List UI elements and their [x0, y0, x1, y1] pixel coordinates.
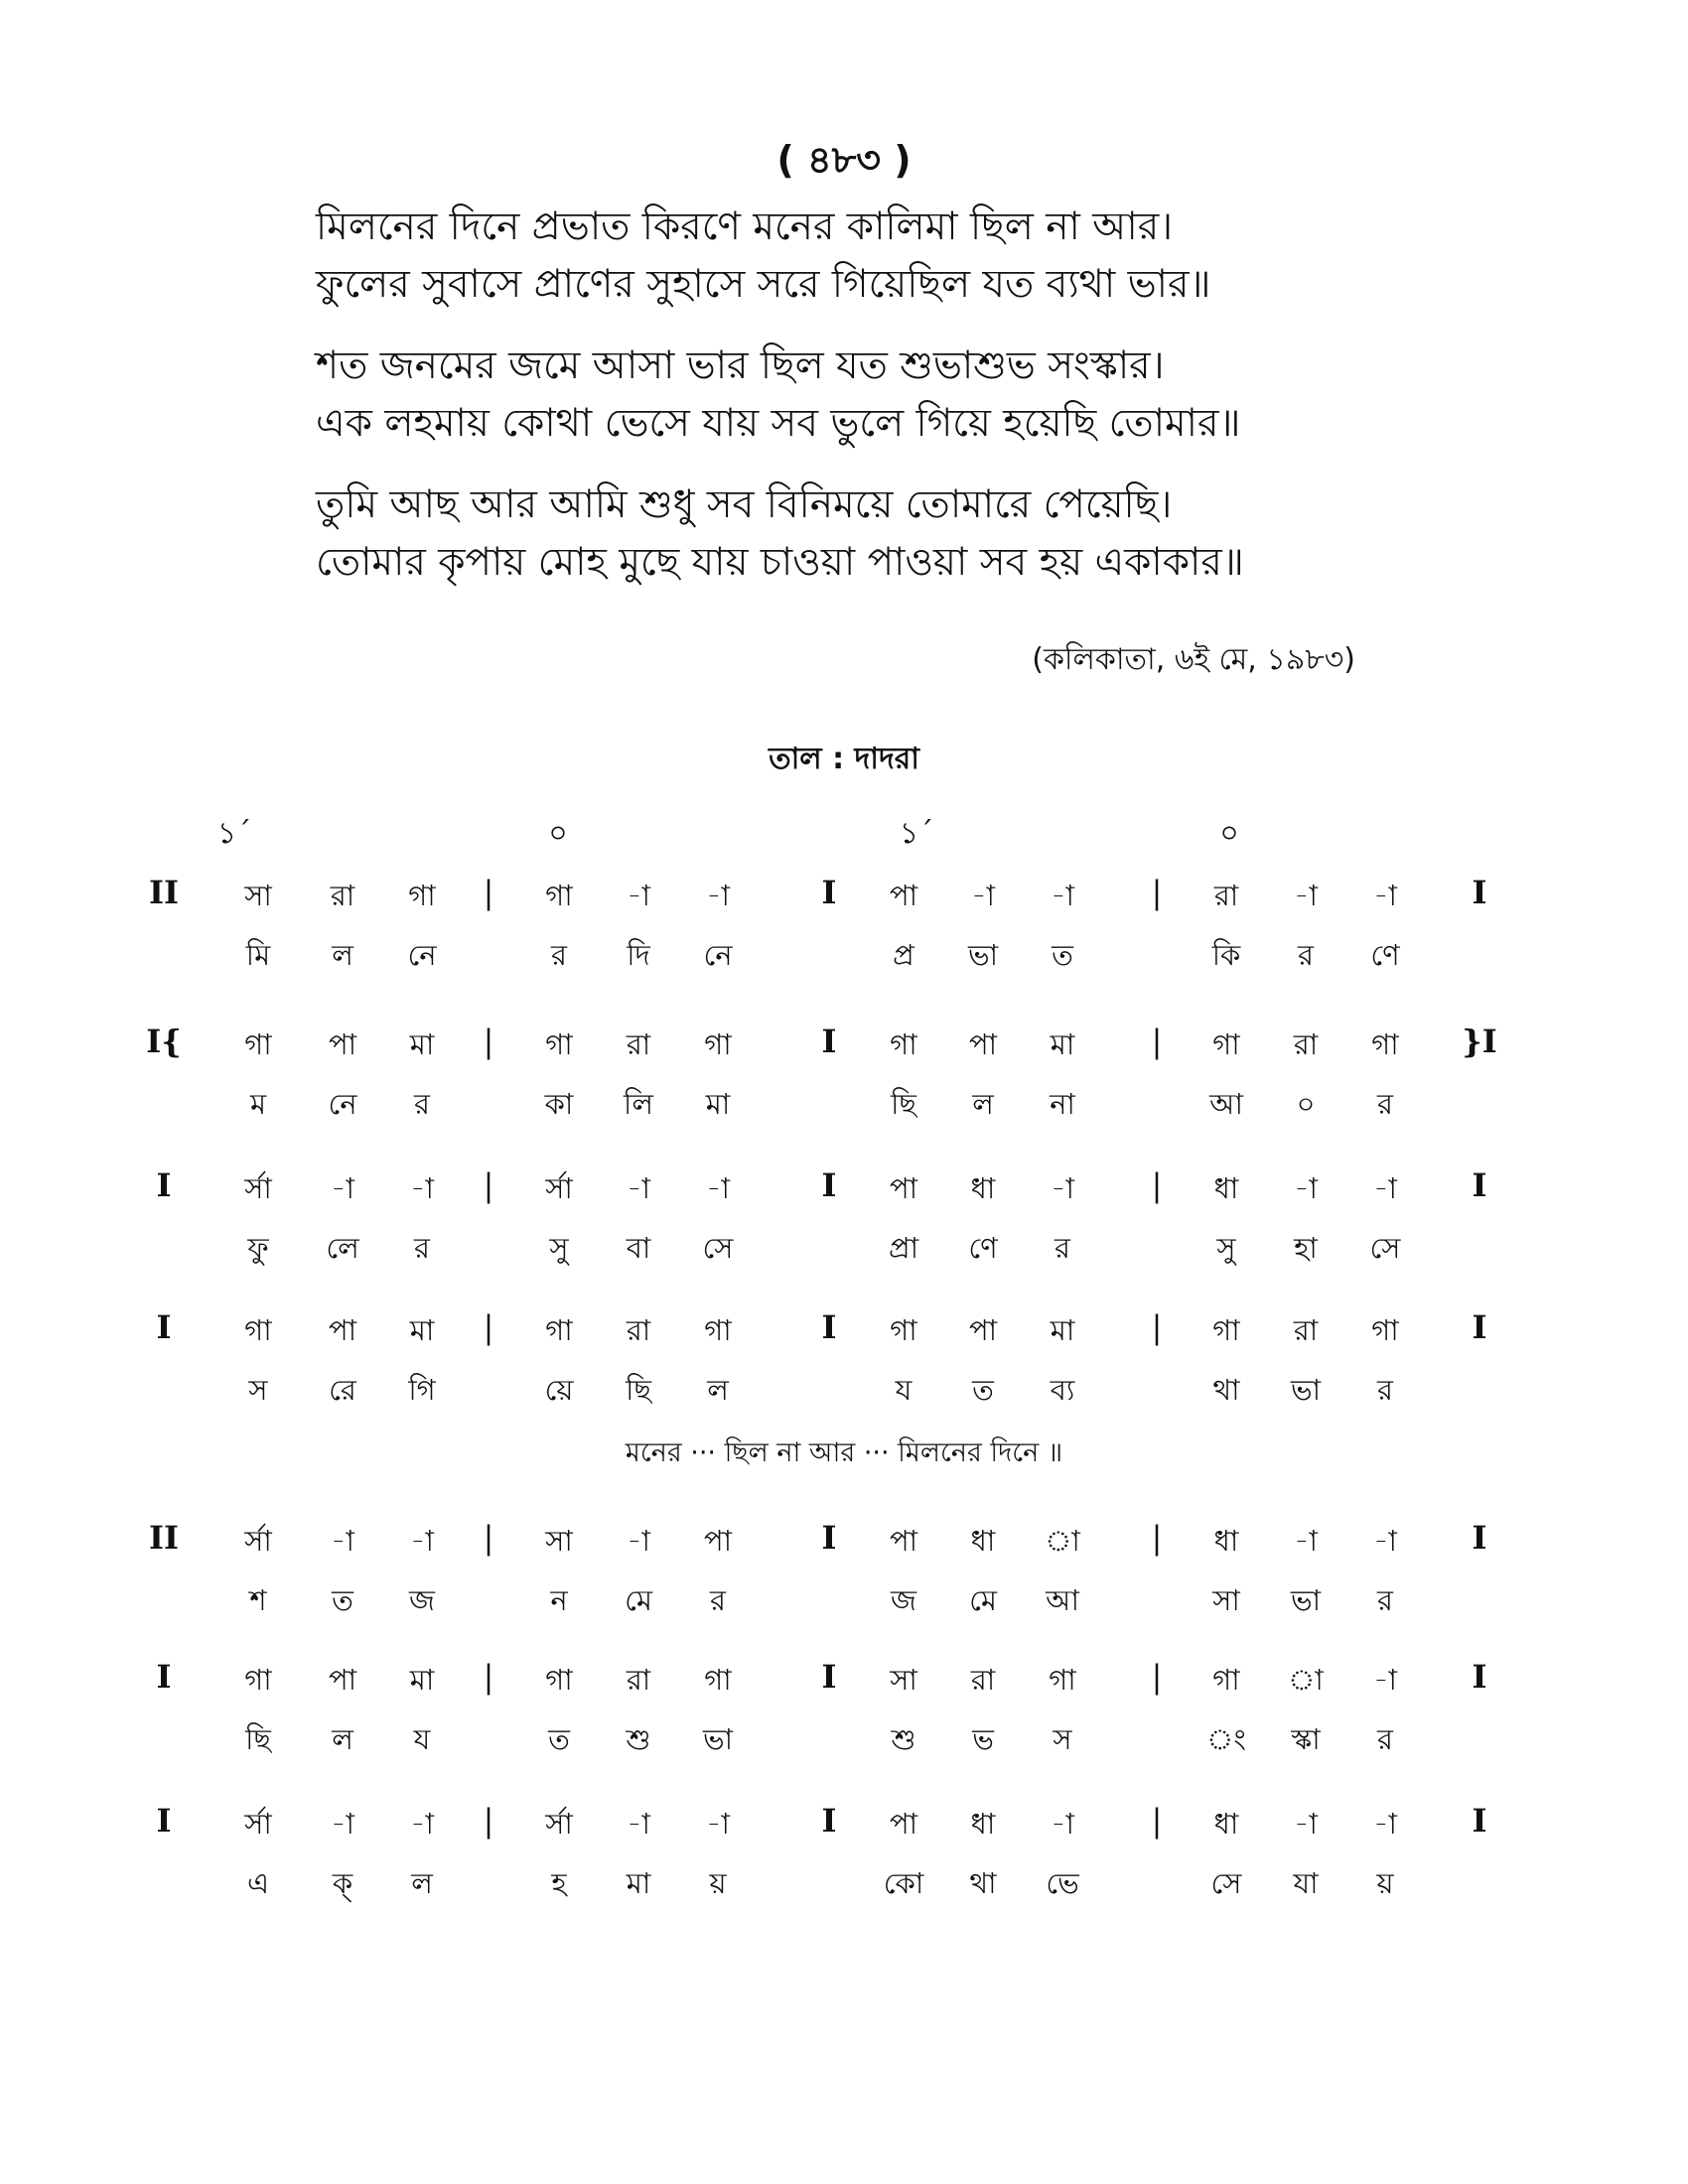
swara-cell: -া: [1373, 1171, 1397, 1205]
swara-cell: র্সা: [244, 1807, 272, 1841]
bar-separator: |: [483, 1658, 494, 1696]
swara-cell: গা: [408, 879, 436, 912]
swara-cell: রা: [970, 1663, 996, 1697]
beat-mark: ১´: [216, 816, 252, 851]
bar-start-mark: I: [156, 1166, 172, 1204]
bar-separator: I: [821, 1802, 837, 1840]
lyric-syllable: র: [1377, 1583, 1393, 1617]
lyric-syllable: স: [1053, 1722, 1072, 1756]
swara-cell: া: [1045, 1524, 1080, 1558]
verse-line: মিলনের দিনে প্রভাত কিরণে মনের কালিমা ছিল না আর।: [316, 205, 1174, 249]
lyric-syllable: ভা: [967, 938, 999, 972]
swara-cell: -া: [410, 1524, 434, 1558]
lyric-syllable: র: [1298, 938, 1314, 972]
lyric-syllable: নে: [407, 938, 437, 972]
lyric-syllable: রে: [329, 1373, 356, 1407]
bar-separator: I: [821, 1023, 837, 1060]
swara-cell: -া: [1373, 1807, 1397, 1841]
swara-cell: পা: [889, 1524, 918, 1558]
lyric-syllable: ত: [548, 1722, 570, 1756]
lyric-syllable: এ: [246, 1866, 270, 1900]
verse-line: ফুলের সুবাসে প্রাণের সুহাসে সরে গিয়েছিল যত ব্যথা ভার॥: [316, 262, 1211, 307]
lyric-syllable: থা: [969, 1866, 997, 1900]
bar-separator: |: [1151, 874, 1163, 911]
swara-cell: -া: [1294, 1807, 1318, 1841]
lyric-syllable: ন: [550, 1583, 568, 1617]
lyric-syllable: জ: [891, 1583, 916, 1617]
swara-cell: -া: [627, 1807, 650, 1841]
bar-end-mark: I: [1472, 874, 1487, 911]
swara-cell: ধা: [1213, 1524, 1239, 1558]
swara-cell: গা: [1212, 1027, 1240, 1061]
bar-separator: |: [483, 1308, 494, 1346]
swara-cell: -া: [706, 1171, 730, 1205]
lyric-syllable: শু: [891, 1722, 916, 1756]
swara-cell: গা: [704, 1027, 732, 1061]
swara-cell: -া: [1051, 1807, 1074, 1841]
verse-line: এক লহমায় কোথা ভেসে যায় সব ভুলে গিয়ে হয়েছি তোমার॥: [316, 401, 1241, 446]
lyric-syllable: নে: [328, 1087, 357, 1121]
lyric-syllable: য: [413, 1722, 431, 1756]
swara-cell: গা: [890, 1027, 917, 1061]
lyric-syllable: নে: [703, 938, 733, 972]
lyric-syllable: ছি: [626, 1373, 651, 1407]
lyric-syllable: কি: [1211, 938, 1241, 972]
beat-mark: ০: [548, 816, 568, 851]
swara-cell: -া: [331, 1171, 354, 1205]
swara-cell: -া: [971, 879, 995, 912]
swara-cell: গা: [244, 1663, 272, 1697]
swara-cell: গা: [890, 1313, 917, 1347]
bar-end-mark: I: [1472, 1802, 1487, 1840]
lyric-syllable: সে: [1369, 1231, 1401, 1265]
swara-cell: পা: [703, 1524, 733, 1558]
swara-cell: র্সা: [244, 1524, 272, 1558]
lyric-syllable: মি: [245, 938, 271, 972]
swara-cell: র্সা: [545, 1171, 573, 1205]
lyric-syllable: ণে: [968, 1231, 998, 1265]
swara-cell: মা: [409, 1663, 435, 1697]
lyric-syllable: ম: [249, 1087, 267, 1121]
bar-separator: |: [1151, 1658, 1163, 1696]
lyric-syllable: হ: [551, 1866, 567, 1900]
lyric-syllable: জ: [409, 1583, 435, 1617]
lyric-syllable: মা: [705, 1087, 731, 1121]
swara-cell: -া: [1051, 1171, 1074, 1205]
lyric-syllable: ভা: [1290, 1373, 1322, 1407]
lyric-syllable: লি: [624, 1087, 653, 1121]
refrain-line: মনের ··· ছিল না আর ··· মিলনের দিনে ॥: [625, 1437, 1063, 1468]
swara-cell: -া: [1373, 879, 1397, 912]
swara-cell: সা: [890, 1663, 917, 1697]
swara-cell: গা: [704, 1663, 732, 1697]
lyric-syllable: সে: [1210, 1866, 1242, 1900]
bar-separator: I: [821, 1658, 837, 1696]
swara-cell: -া: [1373, 1663, 1397, 1697]
lyric-syllable: র: [414, 1231, 430, 1265]
swara-cell: মা: [409, 1027, 435, 1061]
lyric-syllable: র: [1377, 1087, 1393, 1121]
bar-separator: |: [1151, 1023, 1163, 1060]
bar-end-mark: }I: [1462, 1023, 1497, 1060]
lyric-syllable: য়: [709, 1866, 727, 1900]
lyric-syllable: মে: [625, 1583, 652, 1617]
lyric-syllable: ল: [411, 1866, 433, 1900]
swara-cell: রা: [626, 1313, 651, 1347]
swara-cell: রা: [626, 1663, 651, 1697]
swara-cell: ধা: [970, 1524, 996, 1558]
swara-cell: গা: [1371, 1027, 1399, 1061]
swara-cell: -া: [1051, 879, 1074, 912]
swara-cell: -া: [627, 1171, 650, 1205]
bar-separator: I: [821, 874, 837, 911]
lyric-syllable: স: [248, 1373, 268, 1407]
lyric-syllable: স্কা: [1291, 1722, 1321, 1756]
swara-cell: পা: [889, 1807, 918, 1841]
swara-cell: -া: [1373, 1524, 1397, 1558]
lyric-syllable: আ: [1209, 1087, 1243, 1121]
swara-cell: গা: [244, 1313, 272, 1347]
lyric-syllable: র: [551, 938, 567, 972]
swara-cell: গা: [704, 1313, 732, 1347]
bar-separator: I: [821, 1519, 837, 1557]
verse-line: তুমি আছ আর আমি শুধু সব বিনিময়ে তোমারে পেয়েছি।: [316, 482, 1173, 527]
swara-cell: র্সা: [545, 1807, 573, 1841]
lyric-syllable: প্রা: [888, 1231, 919, 1265]
swara-cell: গা: [1371, 1313, 1399, 1347]
swara-cell: -া: [1294, 1524, 1318, 1558]
lyric-syllable: র: [1377, 1373, 1393, 1407]
bar-separator: |: [483, 874, 494, 911]
lyric-syllable: ফু: [247, 1231, 269, 1265]
swara-cell: পা: [328, 1027, 357, 1061]
bar-start-mark: I: [156, 1802, 172, 1840]
page-number: ( ৪৮৩ ): [776, 138, 912, 182]
lyric-syllable: থা: [1212, 1373, 1240, 1407]
swara-cell: পা: [328, 1663, 357, 1697]
lyric-syllable: শ: [249, 1583, 267, 1617]
lyric-syllable: সু: [549, 1231, 569, 1265]
swara-cell: সা: [545, 1524, 573, 1558]
lyric-syllable: বা: [626, 1231, 651, 1265]
swara-cell: ধা: [970, 1807, 996, 1841]
bar-start-mark: II: [149, 874, 179, 911]
swara-cell: মা: [1050, 1027, 1075, 1061]
swara-cell: রা: [330, 879, 355, 912]
lyric-syllable: ত: [972, 1373, 994, 1407]
swara-cell: গা: [545, 1027, 573, 1061]
bar-end-mark: I: [1472, 1308, 1487, 1346]
swara-cell: ধা: [1213, 1171, 1239, 1205]
lyric-syllable: আ: [1046, 1583, 1079, 1617]
swara-cell: -া: [627, 879, 650, 912]
beat-mark: ১´: [899, 816, 934, 851]
swara-cell: মা: [1050, 1313, 1075, 1347]
swara-cell: -া: [706, 1807, 730, 1841]
swara-cell: রা: [626, 1027, 651, 1061]
lyric-syllable: ছি: [891, 1087, 916, 1121]
verse-line: তোমার কৃপায় মোহ মুছে যায় চাওয়া পাওয়া সব হয় একাকার॥: [316, 540, 1244, 585]
lyric-syllable: প্র: [893, 938, 914, 972]
lyric-syllable: র: [1055, 1231, 1070, 1265]
bar-start-mark: I: [156, 1658, 172, 1696]
swara-cell: -া: [331, 1807, 354, 1841]
swara-cell: গা: [1212, 1663, 1240, 1697]
swara-cell: -া: [627, 1524, 650, 1558]
bar-end-mark: I: [1472, 1519, 1487, 1557]
lyric-syllable: না: [1050, 1087, 1075, 1121]
lyric-syllable: ব্য: [1050, 1373, 1075, 1407]
lyric-syllable: শু: [626, 1722, 651, 1756]
lyric-syllable: ক্: [332, 1866, 353, 1900]
swara-cell: গা: [1212, 1313, 1240, 1347]
swara-cell: গা: [545, 879, 573, 912]
lyric-syllable: ০: [1296, 1087, 1316, 1121]
swara-cell: ধা: [1213, 1807, 1239, 1841]
swara-cell: পা: [328, 1313, 357, 1347]
swara-cell: পা: [968, 1313, 998, 1347]
bar-separator: |: [483, 1519, 494, 1557]
lyric-syllable: য়: [1376, 1866, 1394, 1900]
swara-cell: গা: [545, 1313, 573, 1347]
lyric-syllable: য়ে: [544, 1373, 574, 1407]
lyric-syllable: সে: [702, 1231, 734, 1265]
bar-start-mark: II: [149, 1519, 179, 1557]
bar-separator: |: [483, 1802, 494, 1840]
bar-separator: |: [1151, 1802, 1163, 1840]
swara-cell: রা: [1293, 1027, 1319, 1061]
swara-cell: -া: [1294, 1171, 1318, 1205]
lyric-syllable: ভা: [1290, 1583, 1322, 1617]
swara-cell: -া: [331, 1524, 354, 1558]
swara-cell: -া: [410, 1171, 434, 1205]
lyric-syllable: ণে: [1370, 938, 1400, 972]
swara-cell: গা: [244, 1027, 272, 1061]
lyric-syllable: মে: [969, 1583, 997, 1617]
swara-cell: সা: [244, 879, 272, 912]
bar-separator: |: [1151, 1519, 1163, 1557]
signature-date-place: (কলিকাতা, ৬ই মে, ১৯৮৩): [1032, 642, 1355, 677]
swara-cell: া: [1288, 1663, 1324, 1697]
lyric-syllable: হা: [1294, 1231, 1318, 1265]
bar-separator: I: [821, 1166, 837, 1204]
swara-cell: মা: [409, 1313, 435, 1347]
lyric-syllable: লে: [326, 1231, 359, 1265]
lyric-syllable: ভ: [972, 1722, 994, 1756]
lyric-syllable: সু: [1216, 1231, 1236, 1265]
swara-cell: পা: [889, 879, 918, 912]
swara-cell: র্সা: [244, 1171, 272, 1205]
bar-separator: |: [483, 1023, 494, 1060]
swara-cell: গা: [1049, 1663, 1076, 1697]
lyric-syllable: কা: [544, 1087, 574, 1121]
lyric-syllable: ত: [332, 1583, 353, 1617]
beat-mark: ০: [1219, 816, 1239, 851]
lyric-syllable: ল: [707, 1373, 729, 1407]
lyric-syllable: য: [895, 1373, 913, 1407]
lyric-syllable: সা: [1212, 1583, 1240, 1617]
bar-separator: |: [483, 1166, 494, 1204]
bar-start-mark: I{: [146, 1023, 182, 1060]
bar-separator: |: [1151, 1308, 1163, 1346]
verse-line: শত জনমের জমে আসা ভার ছিল যত শুভাশুভ সংস্কার।: [316, 343, 1165, 388]
lyric-syllable: যা: [1293, 1866, 1319, 1900]
lyric-syllable: ল: [332, 938, 353, 972]
lyric-syllable: র: [710, 1583, 726, 1617]
bar-start-mark: I: [156, 1308, 172, 1346]
swara-cell: পা: [889, 1171, 918, 1205]
lyric-syllable: ত: [1052, 938, 1073, 972]
swara-cell: -া: [706, 879, 730, 912]
bar-separator: I: [821, 1308, 837, 1346]
swara-cell: গা: [545, 1663, 573, 1697]
lyric-syllable: গি: [408, 1373, 436, 1407]
bar-end-mark: I: [1472, 1166, 1487, 1204]
swara-cell: পা: [968, 1027, 998, 1061]
swara-cell: ধা: [970, 1171, 996, 1205]
bar-separator: |: [1151, 1166, 1163, 1204]
bar-end-mark: I: [1472, 1658, 1487, 1696]
lyric-syllable: ছি: [245, 1722, 271, 1756]
swara-cell: রা: [1213, 879, 1239, 912]
swara-cell: রা: [1293, 1313, 1319, 1347]
lyric-syllable: দি: [627, 938, 650, 972]
tala-heading: তাল : দাদরা: [769, 742, 919, 776]
lyric-syllable: ল: [332, 1722, 353, 1756]
lyric-syllable: কো: [883, 1866, 924, 1900]
lyric-syllable: র: [1377, 1722, 1393, 1756]
lyric-syllable: ভা: [702, 1722, 734, 1756]
lyric-syllable: র: [414, 1087, 430, 1121]
lyric-syllable: মা: [626, 1866, 651, 1900]
swara-cell: -া: [410, 1807, 434, 1841]
lyric-syllable: ং: [1206, 1722, 1246, 1756]
lyric-syllable: ভে: [1046, 1866, 1079, 1900]
lyric-syllable: ল: [972, 1087, 994, 1121]
swara-cell: -া: [1294, 879, 1318, 912]
